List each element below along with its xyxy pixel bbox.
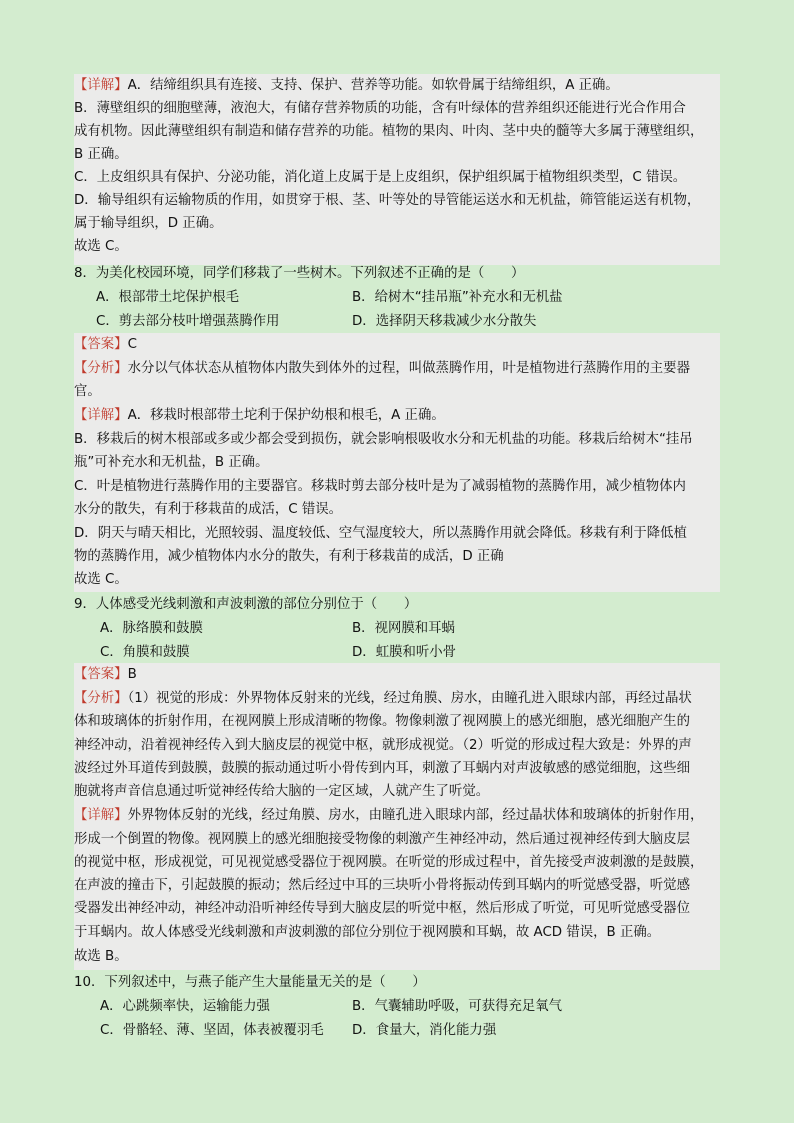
- q7-detail-line: B．薄壁组织的细胞壁薄，液泡大，有储存营养物质的功能，含有叶绿体的营养组织还能进行光合作用合: [74, 101, 686, 116]
- q9-detail-line: 形成一个倒置的物像。视网膜上的感光细胞接受物像的刺激产生神经冲动，然后通过视神经传到大脑皮层: [74, 832, 690, 847]
- q8-option-b: B．给树木“挂吊瓶”补充水和无机盐: [352, 290, 563, 305]
- q9-analysis-line: 波经过外耳道传到鼓膜，鼓膜的振动通过听小骨传到内耳，刺激了耳蜗内对声波敏感的感觉细胞，这些细: [74, 761, 690, 776]
- q8-detail-line: 【详解】A．移栽时根部带土坨利于保护幼根和根毛，A 正确。: [74, 408, 445, 423]
- q10-option-b: B．气囊辅助呼吸，可获得充足氧气: [352, 999, 563, 1014]
- detail-tag: 【详解】: [74, 808, 128, 823]
- q9-option-a: A．脉络膜和鼓膜: [100, 621, 203, 636]
- q10-option-c: C．骨骼轻、薄、坚固，体表被覆羽毛: [100, 1023, 324, 1038]
- q8-detail-line: 水分的散失，有利于移栽苗的成活，C 错误。: [74, 502, 343, 517]
- q9-option-b: B．视网膜和耳蜗: [352, 621, 455, 636]
- q7-detail-line: 故选 C。: [74, 239, 128, 254]
- q9-analysis-line: 神经冲动，沿着视神经传入到大脑皮层的视觉中枢，就形成视觉。（2）听觉的形成过程大致是：外界的声: [74, 738, 692, 753]
- q10-option-d: D．食量大，消化能力强: [352, 1023, 497, 1038]
- q8-analysis-line: 【分析】水分以气体状态从植物体内散失到体外的过程，叫做蒸腾作用，叶是植物进行蒸腾作用的主要器: [74, 361, 690, 376]
- q7-detail-line: D．输导组织有运输物质的作用，如贯穿于根、茎、叶等处的导管能运送水和无机盐，筛管能运送有机物，: [74, 193, 701, 208]
- q10-option-a: A．心跳频率快，运输能力强: [100, 999, 270, 1014]
- q8-stem: 8．为美化校园环境，同学们移栽了一些树木。下列叙述不正确的是（ ）: [74, 266, 525, 281]
- q9-analysis-line: 胞就将声音信息通过听觉神经传给大脑的一定区域，人就产生了听觉。: [74, 784, 490, 799]
- detail-tag: 【详解】: [74, 408, 128, 423]
- analysis-tag: 【分析】: [74, 361, 128, 376]
- q9-detail-line: 故选 B。: [74, 949, 128, 964]
- q9-detail-line: 在声波的撞击下，引起鼓膜的振动；然后经过中耳的三块听小骨将振动传到耳蜗内的听觉感受器，听觉感: [74, 878, 690, 893]
- q8-detail-line: C．叶是植物进行蒸腾作用的主要器官。移栽时剪去部分枝叶是为了减弱植物的蒸腾作用，减少植物体内: [74, 479, 686, 494]
- q7-detail-line: 【详解】A．结缔组织具有连接、支持、保护、营养等功能。如软骨属于结缔组织，A 正确。: [74, 78, 619, 93]
- detail-tag: 【详解】: [74, 78, 128, 93]
- q9-analysis-line: 【分析】（1）视觉的形成：外界物体反射来的光线，经过角膜、房水，由瞳孔进入眼球内部，再经过晶状: [74, 691, 692, 706]
- q9-stem: 9．人体感受光线刺激和声波刺激的部位分别位于（ ）: [74, 597, 418, 612]
- q8-detail-line: 瓶”可补充水和无机盐，B 正确。: [74, 455, 269, 470]
- q9-explanation-block: [74, 663, 720, 970]
- q9-option-c: C．角膜和鼓膜: [100, 645, 190, 660]
- q8-detail-line: 故选 C。: [74, 572, 128, 587]
- answer-tag: 【答案】: [74, 667, 128, 682]
- q8-option-c: C．剪去部分枝叶增强蒸腾作用: [96, 314, 280, 329]
- q7-explanation-block: [74, 74, 720, 265]
- q9-answer: B: [127, 667, 137, 682]
- q8-detail-line: B．移栽后的树木根部或多或少都会受到损伤，就会影响根吸收水分和无机盐的功能。移栽后给树木“挂吊: [74, 432, 693, 447]
- q9-detail-line: 于耳蜗内。故人体感受光线刺激和声波刺激的部位分别位于视网膜和耳蜗，故 ACD 错误，B 正确。: [74, 925, 661, 940]
- q7-detail-line: 属于输导组织，D 正确。: [74, 216, 223, 231]
- q9-option-d: D．虹膜和听小骨: [352, 645, 457, 660]
- q7-detail-line: B 正确。: [74, 147, 128, 162]
- q8-answer: C: [127, 337, 137, 352]
- q9-detail-line: 【详解】外界物体反射的光线，经过角膜、房水，由瞳孔进入眼球内部，经过晶状体和玻璃体的折射作用，: [74, 808, 704, 823]
- q7-detail-line: C．上皮组织具有保护、分泌功能，消化道上皮属于是上皮组织，保护组织属于植物组织类型，C 错误。: [74, 170, 687, 185]
- q9-analysis-line: 体和玻璃体的折射作用，在视网膜上形成清晰的物像。物像刺激了视网膜上的感光细胞，感光细胞产生的: [74, 714, 690, 729]
- q8-analysis-line: 官。: [74, 384, 101, 399]
- q8-explanation-block: [74, 333, 720, 592]
- q8-option-d: D．选择阴天移栽减少水分散失: [352, 314, 537, 329]
- answer-tag: 【答案】: [74, 337, 128, 352]
- q9-detail-line: 的视觉中枢，形成视觉，可见视觉感受器位于视网膜。在听觉的形成过程中，首先接受声波刺激的是鼓膜，: [74, 855, 704, 870]
- q8-detail-line: D．阴天与晴天相比，光照较弱、温度较低、空气湿度较大，所以蒸腾作用就会降低。移栽有利于降低植: [74, 526, 687, 541]
- q9-detail-line: 受器发出神经冲动，神经冲动沿听神经传导到大脑皮层的听觉中枢，然后形成了听觉，可见听觉感受器位: [74, 901, 690, 916]
- q10-stem: 10．下列叙述中，与燕子能产生大量能量无关的是（ ）: [74, 975, 426, 990]
- q7-detail-line: 成有机物。因此薄壁组织有制造和储存营养的功能。植物的果肉、叶肉、茎中央的髓等大多属于薄壁组织，: [74, 124, 704, 139]
- q8-answer-line: [74, 333, 137, 356]
- q9-answer-line: [74, 663, 137, 686]
- q8-option-a: A．根部带土坨保护根毛: [96, 290, 240, 305]
- analysis-tag: 【分析】: [74, 691, 128, 706]
- q8-detail-line: 物的蒸腾作用，减少植物体内水分的散失，有利于移栽苗的成活，D 正确: [74, 549, 504, 564]
